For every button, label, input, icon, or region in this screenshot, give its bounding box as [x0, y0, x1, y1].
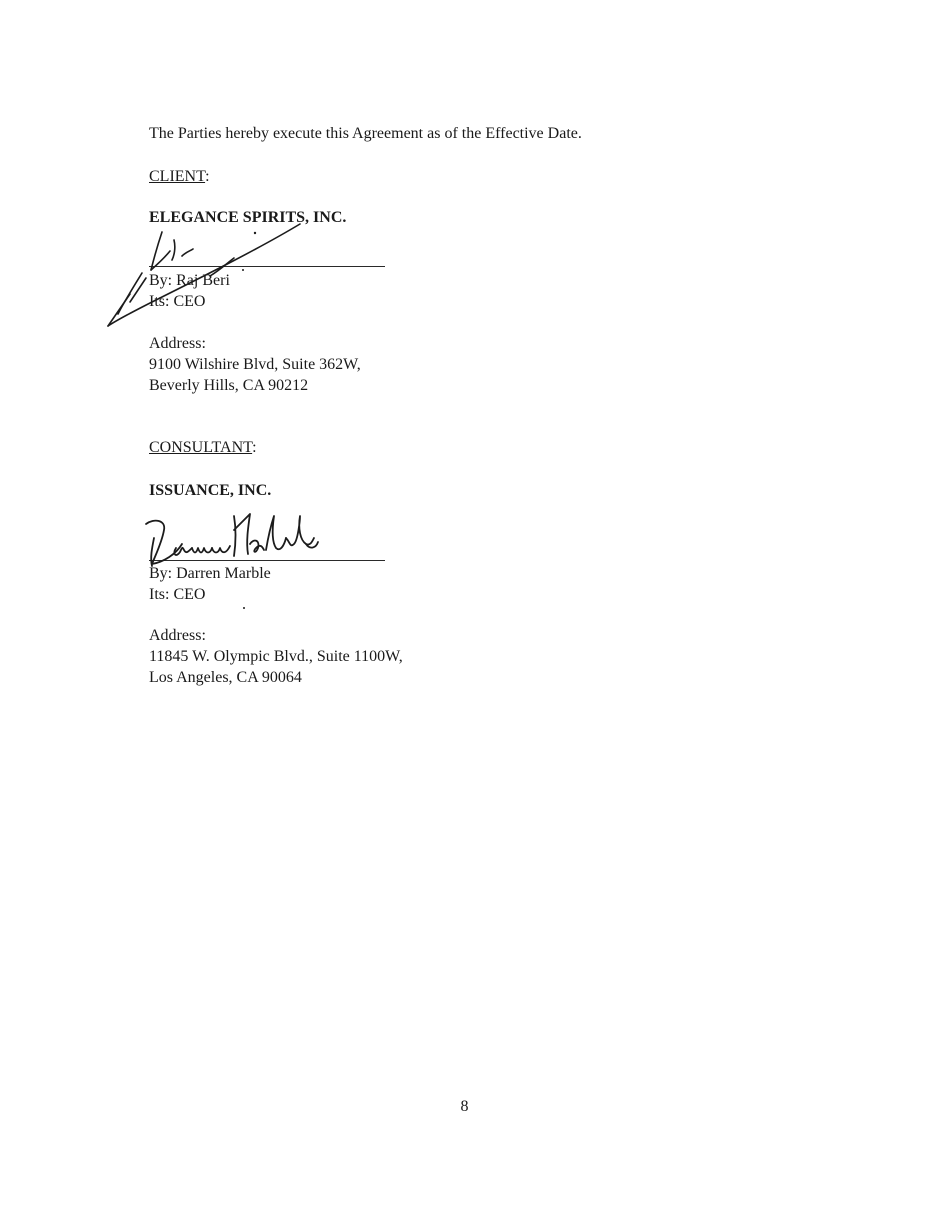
page-number: 8 [460, 1098, 469, 1115]
client-address-line2: Beverly Hills, CA 90212 [149, 377, 309, 394]
consultant-address-label: Address: [149, 627, 206, 644]
client-heading-label: CLIENT [149, 168, 206, 185]
client-signatory-name: By: Raj Beri [149, 272, 230, 289]
consultant-signatory-title: Its: CEO [149, 586, 206, 603]
client-signatory-title: Its: CEO [149, 293, 206, 310]
consultant-heading [149, 438, 257, 458]
client-heading [149, 167, 210, 187]
consultant-heading-label: CONSULTANT [149, 439, 253, 456]
client-address-label: Address: [149, 335, 206, 352]
client-heading-colon: : [205, 168, 210, 185]
consultant-signatory-name: By: Darren Marble [149, 565, 271, 582]
execution-statement: The Parties hereby execute this Agreement as of the Effective Date. [149, 125, 582, 142]
client-signature [100, 218, 320, 333]
client-company-name: ELEGANCE SPIRITS, INC. [149, 209, 347, 226]
consultant-company-name: ISSUANCE, INC. [149, 482, 272, 499]
consultant-heading-colon: : [252, 439, 257, 456]
consultant-address-line2: Los Angeles, CA 90064 [149, 669, 302, 686]
client-address-line1: 9100 Wilshire Blvd, Suite 362W, [149, 356, 361, 373]
consultant-address-line1: 11845 W. Olympic Blvd., Suite 1100W, [149, 648, 403, 665]
